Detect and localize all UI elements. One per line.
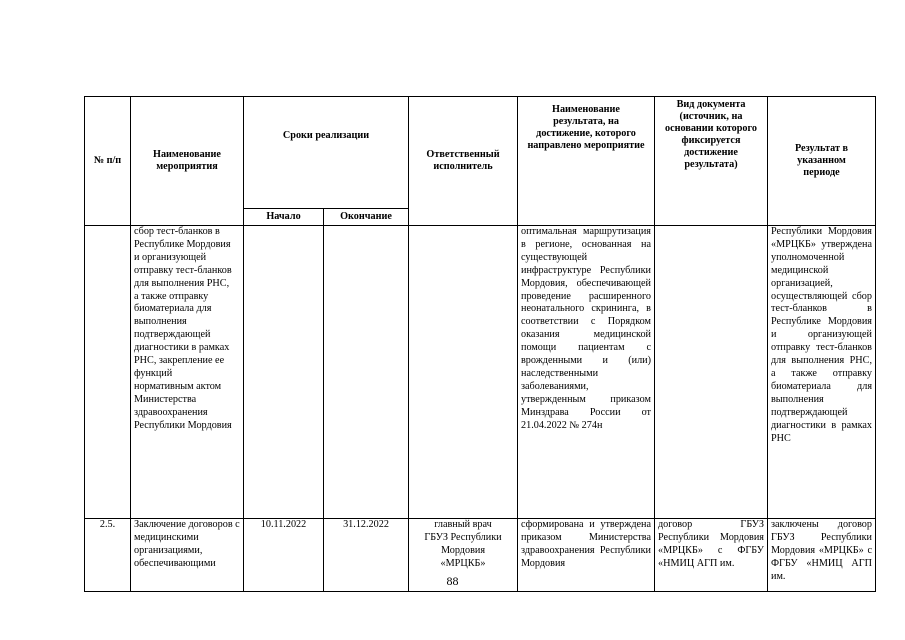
cell-responsible: [409, 226, 518, 519]
header-event: Наименование мероприятия: [131, 97, 244, 226]
cell-period-result: заключены договор ГБУЗ Республики Мордовия «МРЦКБ» с ФГБУ «НМИЦ АГП им.: [768, 519, 876, 592]
cell-result-name: оптимальная маршрутизация в регионе, основанная на существующей инфраструктуре Республики Мордовия, обеспечивающей проведение расширенного неонатального скрининга, в соответствии с Порядком оказания медицинской помощи пациентам с врожденными и (или) наследственными заболеваниями, утвержденным приказом Минздрава России от 21.04.2022 № 274н: [518, 226, 655, 519]
header-period-result: Результат в указанном периоде: [768, 97, 876, 226]
header-doc-type: Вид документа (источник, на основании которого фиксируется достижение результата): [655, 97, 768, 226]
cell-end: [324, 226, 409, 519]
cell-event: Заключение договоров с медицинскими организациями, обеспечивающими: [131, 519, 244, 592]
cell-period-result: Республики Мордовия «МРЦКБ» утверждена уполномоченной медицинской организацией, осуществляющей сбор тест-бланков в Республике Мордовия и организующей отправку тест-бланков для выполнения РНС, а также отправку биоматериала для выполнения подтверждающей диагностики в рамках РНС: [768, 226, 876, 519]
cell-doc-type: договор ГБУЗ Республики Мордовия «МРЦКБ» с ФГБУ «НМИЦ АГП им.: [655, 519, 768, 592]
header-result-name: Наименование результата, на достижение, которого направлено мероприятие: [518, 97, 655, 226]
cell-doc-type: [655, 226, 768, 519]
cell-start: 10.11.2022: [244, 519, 324, 592]
cell-result-name: сформирована и утверждена приказом Министерства здравоохранения Республики Мордовия: [518, 519, 655, 592]
header-end: Окончание: [324, 209, 409, 226]
cell-num: 2.5.: [85, 519, 131, 592]
header-start: Начало: [244, 209, 324, 226]
header-dates: Сроки реализации: [244, 97, 409, 209]
cell-num: [85, 226, 131, 519]
table-row: [85, 226, 876, 519]
cell-end: 31.12.2022: [324, 519, 409, 592]
cell-responsible: главный врач ГБУЗ Республики Мордовия «МРЦКБ»: [409, 519, 518, 592]
page-number: 88: [446, 574, 459, 588]
header-responsible: Ответственный исполнитель: [409, 97, 518, 226]
measures-table: [84, 96, 876, 592]
header-num: № п/п: [85, 97, 131, 226]
cell-start: [244, 226, 324, 519]
cell-event: сбор тест-бланков в Республике Мордовия и организующей отправку тест-бланков для выполнения РНС, а также отправку биоматериала для выполнения подтверждающей диагностики в рамках РНС, закрепление ее функций нормативным актом Министерства здравоохранения Республики Мордовия: [131, 226, 244, 519]
